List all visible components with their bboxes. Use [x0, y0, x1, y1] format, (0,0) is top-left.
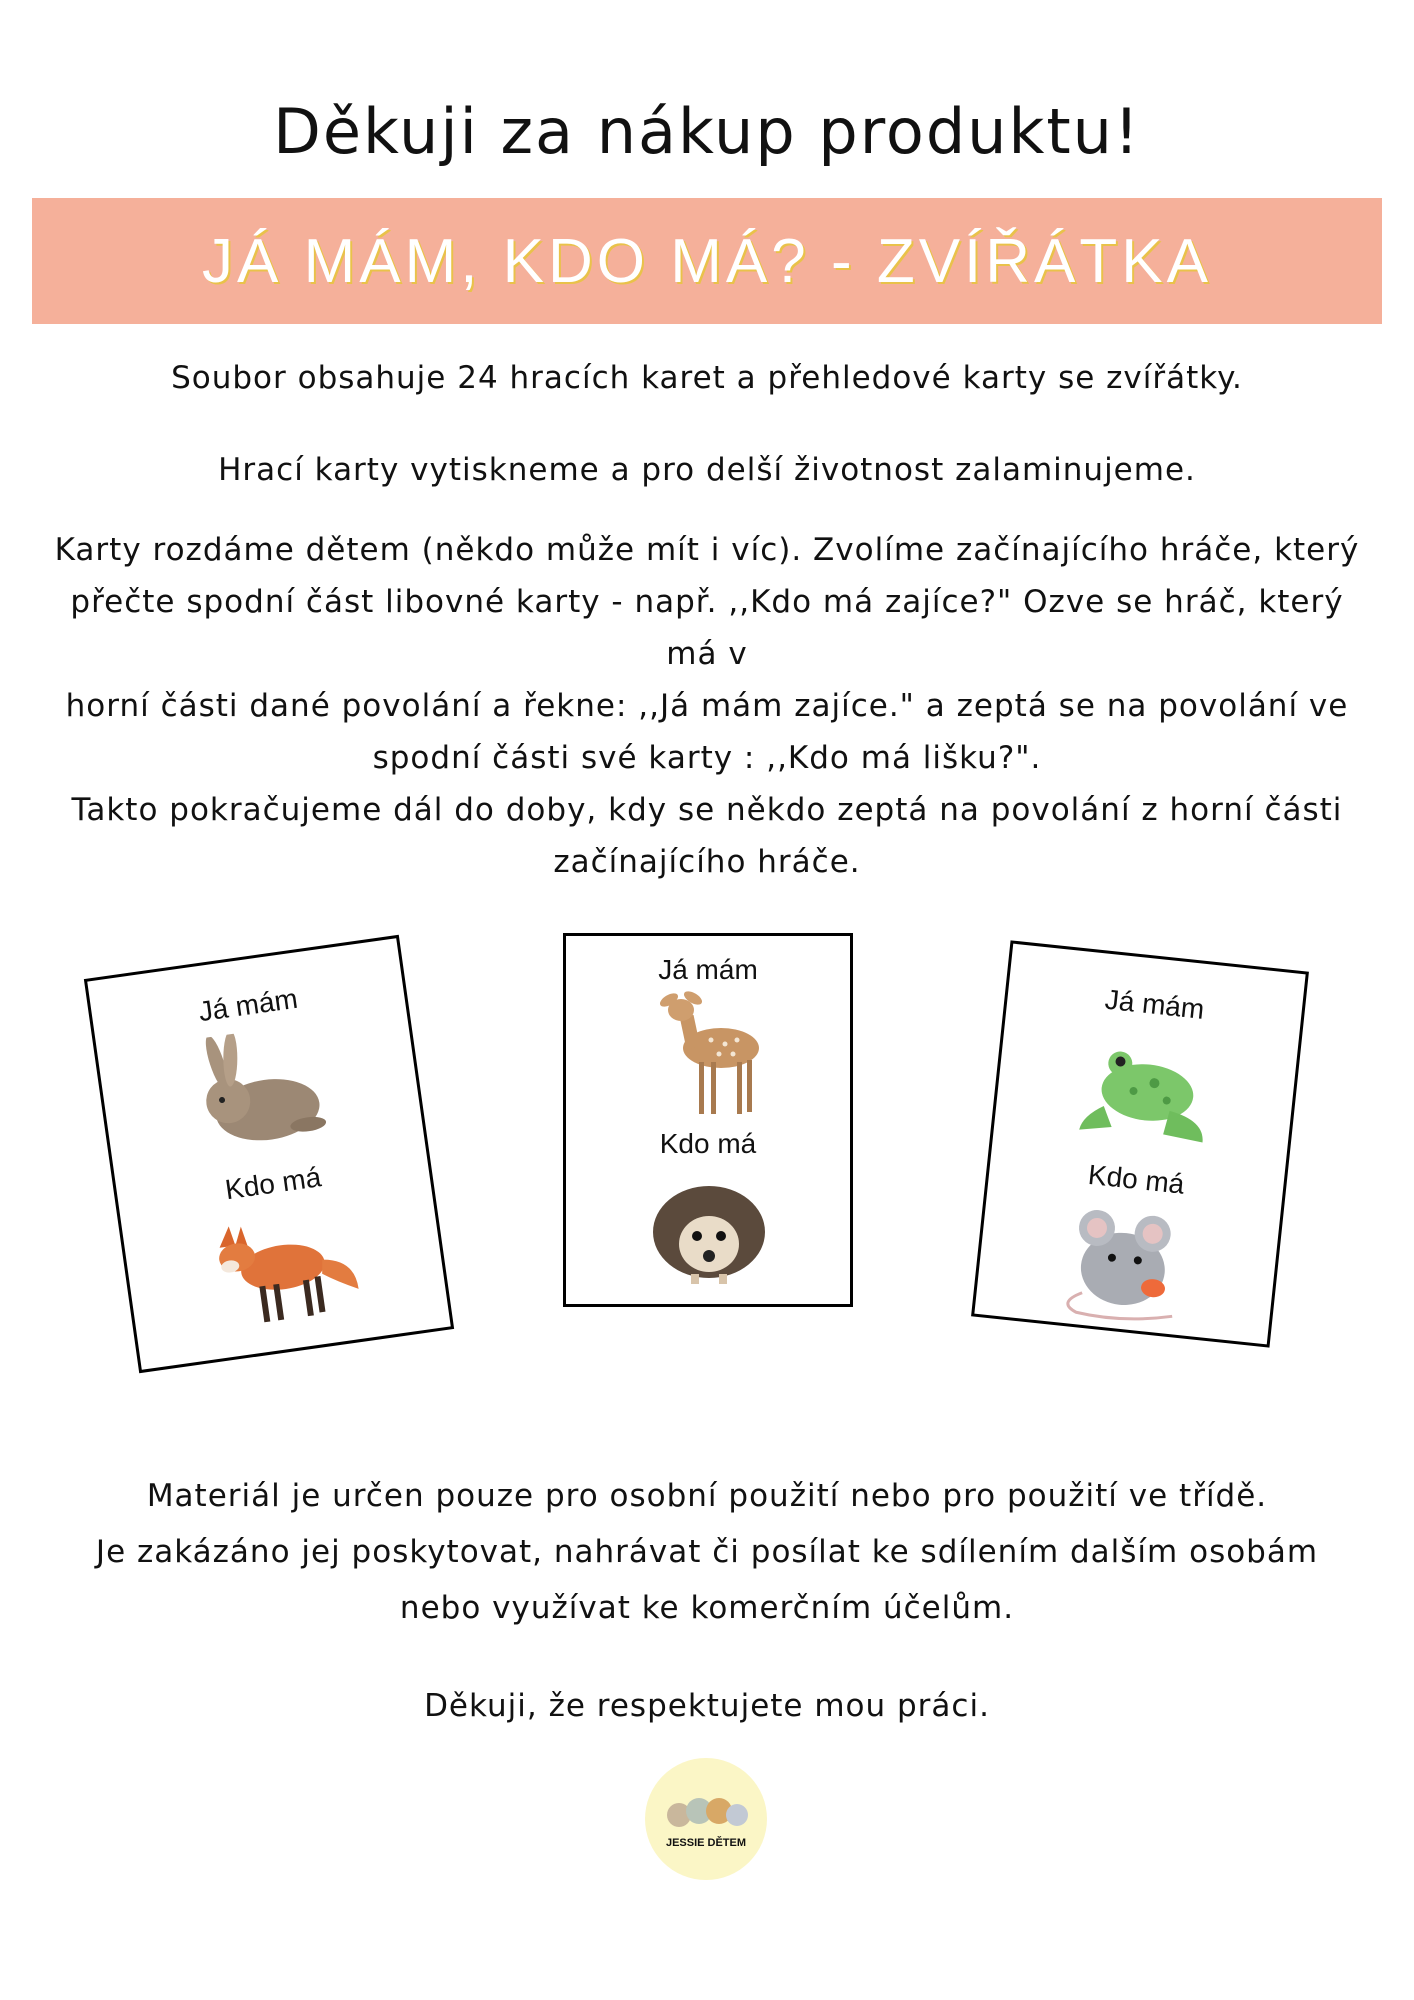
instruction-line: Takto pokračujeme dál do doby, kdy se někdo zeptá na povolání z horní části — [71, 792, 1343, 828]
mouse-icon — [1052, 1194, 1204, 1328]
intro-paragraph-2: Hrací karty vytiskneme a pro delší životnost zalaminujeme. — [218, 452, 1196, 488]
card-top-label: Já mám — [196, 982, 300, 1028]
thanks-note: Děkuji, že respektujete mou práci. — [424, 1688, 990, 1724]
example-card-frog-mouse — [971, 940, 1309, 1347]
intro-paragraph-1: Soubor obsahuje 24 hracích karet a přehledové karty se zvířátky. — [171, 360, 1243, 396]
card-bottom-label: Kdo má — [659, 1128, 757, 1159]
product-banner — [32, 198, 1382, 324]
instruction-line: přečte spodní část libovné karty - např. ,,Kdo má zajíce?" Ozve se hráč, který má v — [70, 584, 1344, 672]
instruction-line: spodní části své karty : ,,Kdo má lišku?". — [372, 740, 1042, 776]
terms-line: Je zakázáno jej poskytovat, nahrávat či posílat ke sdílením dalším osobám — [95, 1534, 1319, 1570]
frog-icon — [1070, 1029, 1221, 1153]
card-bottom-label: Kdo má — [1086, 1158, 1186, 1200]
card-bottom-label: Kdo má — [223, 1161, 324, 1206]
brand-logo — [645, 1758, 767, 1880]
instruction-line: Karty rozdáme dětem (někdo může mít i víc). Zvolíme začínajícího hráče, který — [54, 532, 1360, 568]
fox-icon — [198, 1198, 373, 1339]
hedgehog-icon — [643, 1170, 773, 1290]
page-title: Děkuji za nákup produktu! — [273, 95, 1141, 168]
rabbit-icon — [177, 1021, 342, 1161]
animals-logo-icon — [661, 1789, 751, 1833]
usage-terms — [40, 1468, 1374, 1636]
instructions-paragraph — [40, 524, 1374, 888]
example-card-rabbit-fox — [84, 935, 454, 1373]
instruction-line: horní části dané povolání a řekne: ,,Já mám zajíce." a zeptá se na povolání ve — [65, 688, 1349, 724]
terms-line: Materiál je určen pouze pro osobní použití nebo pro použití ve třídě. — [146, 1478, 1268, 1514]
brand-name: JESSIE DĚTEM — [665, 1837, 747, 1849]
fawn-icon — [633, 988, 783, 1118]
instruction-line: začínajícího hráče. — [553, 844, 861, 880]
card-top-label: Já mám — [1103, 983, 1206, 1025]
product-name: JÁ MÁM, KDO MÁ? - ZVÍŘÁTKA — [202, 226, 1212, 296]
example-card-fawn-hedgehog — [563, 933, 853, 1307]
terms-line: nebo využívat ke komerčním účelům. — [399, 1590, 1015, 1626]
card-top-label: Já mám — [658, 954, 758, 985]
